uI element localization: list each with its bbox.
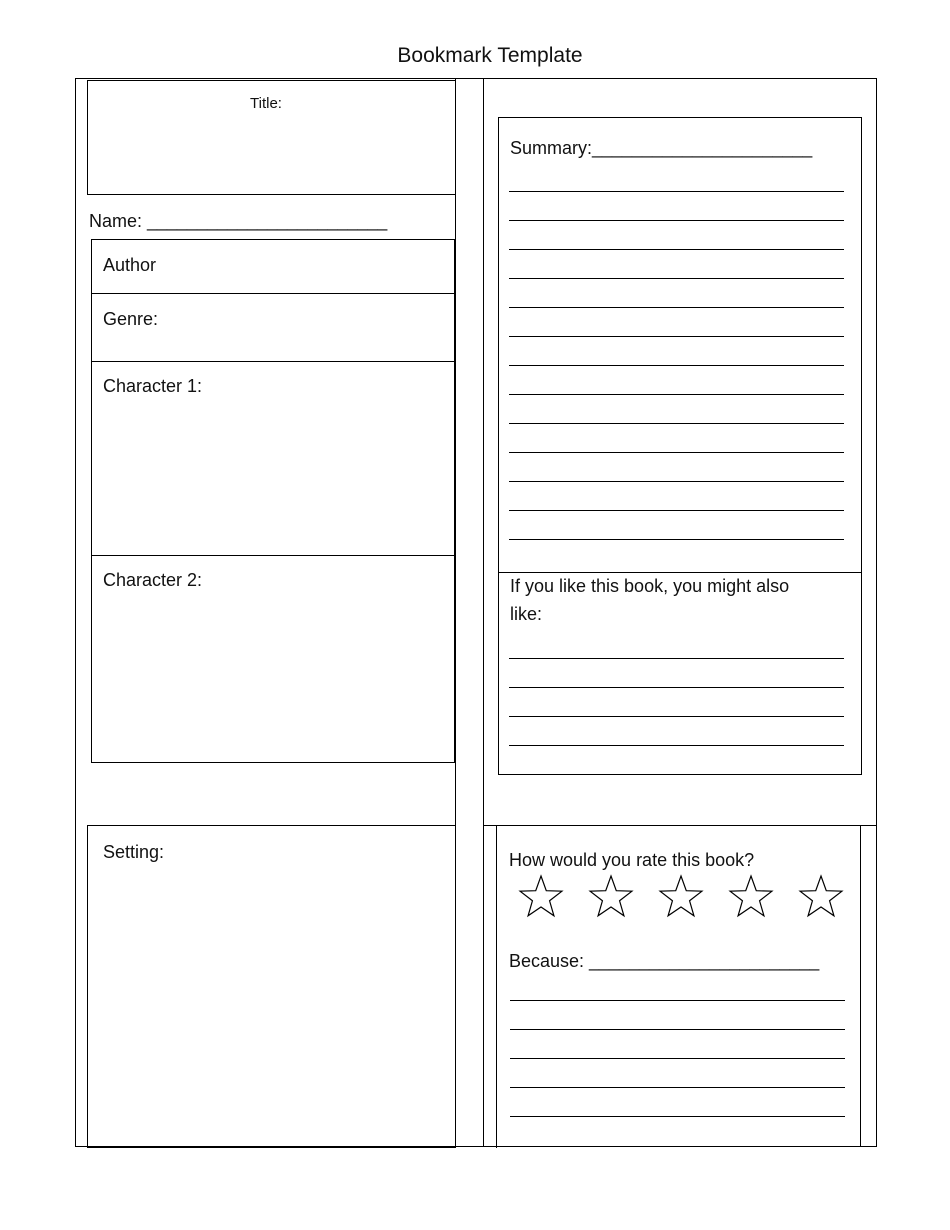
right-divider	[483, 78, 484, 1147]
summary-writing-line[interactable]	[509, 423, 844, 424]
because-writing-line[interactable]	[510, 1000, 845, 1001]
also-like-writing-line[interactable]	[509, 774, 844, 775]
author-label: Author	[103, 255, 157, 275]
page-title: Bookmark Template	[397, 44, 583, 67]
star-icon[interactable]	[798, 874, 844, 920]
summary-writing-line[interactable]	[509, 365, 844, 366]
summary-writing-line[interactable]	[509, 539, 844, 540]
summary-writing-line[interactable]	[509, 510, 844, 511]
summary-lines	[509, 163, 844, 540]
summary-divider	[499, 572, 861, 573]
title-label: Title:	[250, 95, 282, 112]
because-lines	[510, 972, 845, 1117]
summary-label: Summary:______________________	[510, 138, 813, 158]
star-icon[interactable]	[518, 874, 564, 920]
rating-right-edge	[860, 825, 861, 1147]
also-like-lines	[509, 630, 844, 775]
summary-writing-line[interactable]	[509, 307, 844, 308]
also-like-writing-line[interactable]	[509, 658, 844, 659]
title-box[interactable]	[87, 80, 456, 195]
summary-box[interactable]	[498, 117, 862, 775]
setting-box[interactable]	[87, 825, 456, 1148]
summary-writing-line[interactable]	[509, 394, 844, 395]
rating-left-edge	[496, 826, 497, 1148]
because-writing-line[interactable]	[510, 1029, 845, 1030]
summary-writing-line[interactable]	[509, 191, 844, 192]
summary-writing-line[interactable]	[509, 481, 844, 482]
summary-writing-line[interactable]	[509, 278, 844, 279]
star-icon[interactable]	[658, 874, 704, 920]
row-divider	[92, 361, 454, 362]
row-divider	[92, 555, 454, 556]
summary-writing-line[interactable]	[509, 452, 844, 453]
because-writing-line[interactable]	[510, 1116, 845, 1117]
row-divider	[92, 293, 454, 294]
setting-label: Setting:	[103, 842, 165, 862]
summary-writing-line[interactable]	[509, 249, 844, 250]
name-field[interactable]: Name: ________________________	[89, 211, 388, 231]
character2-label: Character 2:	[103, 570, 203, 590]
also-like-writing-line[interactable]	[509, 745, 844, 746]
because-label: Because: _______________________	[509, 951, 820, 971]
also-like-writing-line[interactable]	[509, 716, 844, 717]
rating-box	[496, 826, 860, 1148]
star-icon[interactable]	[588, 874, 634, 920]
rating-question: How would you rate this book?	[509, 850, 755, 870]
star-icon[interactable]	[728, 874, 774, 920]
rating-bottom-edge	[496, 1146, 860, 1147]
because-writing-line[interactable]	[510, 1058, 845, 1059]
also-like-writing-line[interactable]	[509, 687, 844, 688]
because-writing-line[interactable]	[510, 1087, 845, 1088]
also-like-label-line1: If you like this book, you might also	[510, 576, 790, 596]
character1-label: Character 1:	[103, 376, 203, 396]
genre-label: Genre:	[103, 309, 159, 329]
summary-writing-line[interactable]	[509, 220, 844, 221]
details-table	[91, 239, 455, 763]
summary-writing-line[interactable]	[509, 336, 844, 337]
also-like-label-line2: like:	[510, 604, 543, 624]
